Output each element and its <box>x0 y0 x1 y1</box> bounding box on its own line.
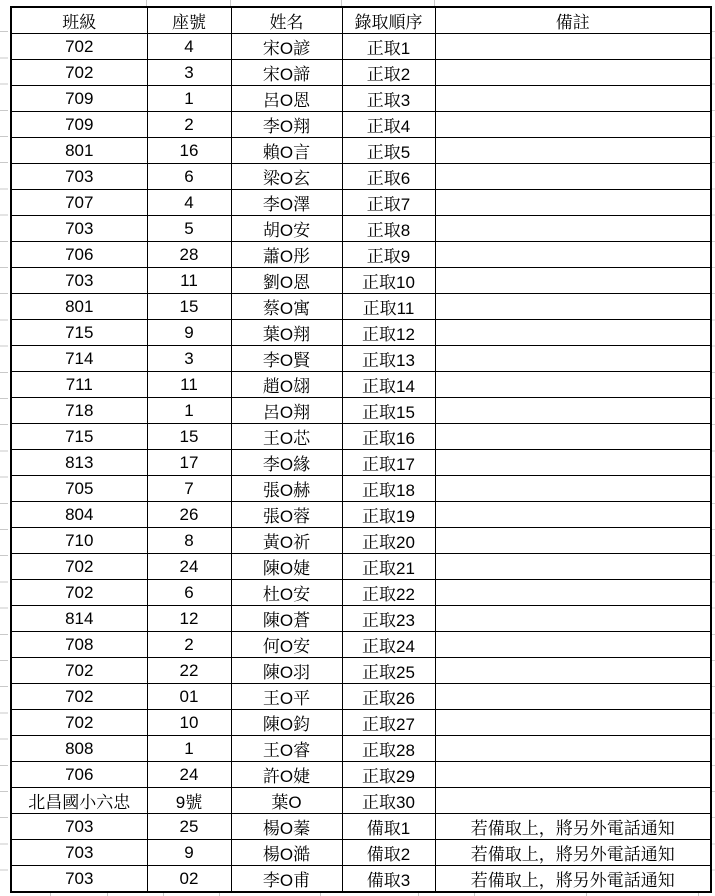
cell-class: 703 <box>11 866 147 893</box>
cell-name: 李O甫 <box>231 866 342 893</box>
cell-note <box>435 450 711 476</box>
cell-class: 702 <box>11 684 147 710</box>
cell-note <box>435 502 711 528</box>
cell-order: 正取12 <box>342 320 435 346</box>
cell-class: 702 <box>11 554 147 580</box>
cell-name: 劉O恩 <box>231 268 342 294</box>
cell-name: 蔡O寓 <box>231 294 342 320</box>
cell-note <box>435 684 711 710</box>
cell-name: 許O婕 <box>231 762 342 788</box>
cell-note <box>435 788 711 814</box>
cell-order: 正取22 <box>342 580 435 606</box>
cell-note <box>435 190 711 216</box>
table-row <box>11 398 711 424</box>
cell-note <box>435 60 711 86</box>
table-row <box>11 242 711 268</box>
table-row <box>11 788 711 814</box>
cell-order: 備取3 <box>342 866 435 893</box>
cell-order: 正取1 <box>342 34 435 60</box>
cell-name: 葉O <box>231 788 342 814</box>
cell-class: 703 <box>11 268 147 294</box>
table-row <box>11 34 711 60</box>
cell-note <box>435 528 711 554</box>
cell-name: 李O澤 <box>231 190 342 216</box>
cell-name: 呂O恩 <box>231 86 342 112</box>
cell-order: 正取20 <box>342 528 435 554</box>
cell-order: 正取15 <box>342 398 435 424</box>
cell-seat: 2 <box>147 632 231 658</box>
cell-name: 陳O蒼 <box>231 606 342 632</box>
cell-class: 703 <box>11 814 147 840</box>
cell-seat: 15 <box>147 294 231 320</box>
table-row <box>11 372 711 398</box>
cell-seat: 1 <box>147 736 231 762</box>
cell-note <box>435 372 711 398</box>
cell-note <box>435 632 711 658</box>
cell-name: 張O蓉 <box>231 502 342 528</box>
cell-class: 801 <box>11 294 147 320</box>
table-row <box>11 606 711 632</box>
table-row <box>11 866 711 893</box>
cell-class: 705 <box>11 476 147 502</box>
column-header-note: 備註 <box>435 7 711 34</box>
cell-order: 正取25 <box>342 658 435 684</box>
cell-note <box>435 398 711 424</box>
cell-seat: 24 <box>147 762 231 788</box>
cell-seat: 12 <box>147 606 231 632</box>
cell-class: 706 <box>11 762 147 788</box>
table-row <box>11 216 711 242</box>
table-row <box>11 190 711 216</box>
table-row <box>11 424 711 450</box>
cell-seat: 16 <box>147 138 231 164</box>
cell-name: 杜O安 <box>231 580 342 606</box>
cell-name: 李O緣 <box>231 450 342 476</box>
cell-name: 李O賢 <box>231 346 342 372</box>
cell-order: 正取10 <box>342 268 435 294</box>
table-row <box>11 710 711 736</box>
cell-note <box>435 580 711 606</box>
cell-seat: 3 <box>147 60 231 86</box>
cell-order: 正取18 <box>342 476 435 502</box>
cell-order: 正取19 <box>342 502 435 528</box>
cell-name: 楊O澔 <box>231 840 342 866</box>
cell-note <box>435 476 711 502</box>
cell-class: 715 <box>11 424 147 450</box>
cell-class: 702 <box>11 710 147 736</box>
gridline-stubs-left <box>0 6 8 892</box>
table-header-row <box>11 7 711 34</box>
cell-note <box>435 762 711 788</box>
cell-seat: 9 <box>147 320 231 346</box>
cell-class: 709 <box>11 86 147 112</box>
cell-class: 北昌國小六忠 <box>11 788 147 814</box>
table-row <box>11 684 711 710</box>
table-row <box>11 736 711 762</box>
table-row <box>11 502 711 528</box>
cell-seat: 3 <box>147 346 231 372</box>
cell-name: 黃O祈 <box>231 528 342 554</box>
cell-order: 正取8 <box>342 216 435 242</box>
cell-order: 備取1 <box>342 814 435 840</box>
cell-class: 702 <box>11 34 147 60</box>
cell-order: 正取24 <box>342 632 435 658</box>
cell-seat: 9號 <box>147 788 231 814</box>
cell-class: 808 <box>11 736 147 762</box>
cell-note <box>435 112 711 138</box>
cell-order: 正取14 <box>342 372 435 398</box>
cell-order: 正取17 <box>342 450 435 476</box>
admission-roster-table <box>10 6 712 893</box>
cell-note: 若備取上，將另外電話通知 <box>435 840 711 866</box>
cell-order: 正取11 <box>342 294 435 320</box>
cell-seat: 6 <box>147 580 231 606</box>
cell-seat: 5 <box>147 216 231 242</box>
cell-class: 714 <box>11 346 147 372</box>
table-body <box>11 34 711 893</box>
table-row <box>11 762 711 788</box>
cell-class: 707 <box>11 190 147 216</box>
cell-class: 703 <box>11 840 147 866</box>
cell-seat: 7 <box>147 476 231 502</box>
cell-class: 801 <box>11 138 147 164</box>
cell-class: 702 <box>11 658 147 684</box>
table-row <box>11 476 711 502</box>
cell-order: 正取26 <box>342 684 435 710</box>
cell-name: 呂O翔 <box>231 398 342 424</box>
cell-seat: 26 <box>147 502 231 528</box>
cell-name: 李O翔 <box>231 112 342 138</box>
cell-name: 陳O鈞 <box>231 710 342 736</box>
cell-seat: 11 <box>147 268 231 294</box>
cell-note <box>435 138 711 164</box>
cell-name: 賴O言 <box>231 138 342 164</box>
cell-name: 宋O諺 <box>231 34 342 60</box>
cell-seat: 8 <box>147 528 231 554</box>
cell-order: 正取21 <box>342 554 435 580</box>
table-row <box>11 528 711 554</box>
table-row <box>11 60 711 86</box>
cell-seat: 24 <box>147 554 231 580</box>
cell-class: 814 <box>11 606 147 632</box>
table-row <box>11 346 711 372</box>
cell-name: 張O赫 <box>231 476 342 502</box>
column-header-seat: 座號 <box>147 7 231 34</box>
cell-seat: 11 <box>147 372 231 398</box>
cell-order: 正取28 <box>342 736 435 762</box>
cell-order: 備取2 <box>342 840 435 866</box>
cell-note <box>435 268 711 294</box>
table-row <box>11 320 711 346</box>
column-header-order: 錄取順序 <box>342 7 435 34</box>
cell-order: 正取3 <box>342 86 435 112</box>
cell-order: 正取16 <box>342 424 435 450</box>
cell-note <box>435 736 711 762</box>
cell-order: 正取6 <box>342 164 435 190</box>
cell-class: 709 <box>11 112 147 138</box>
cell-class: 813 <box>11 450 147 476</box>
cell-note <box>435 216 711 242</box>
cell-order: 正取7 <box>342 190 435 216</box>
table-row <box>11 164 711 190</box>
cell-note <box>435 606 711 632</box>
cell-class: 804 <box>11 502 147 528</box>
cell-note: 若備取上，將另外電話通知 <box>435 814 711 840</box>
cell-note <box>435 294 711 320</box>
cell-class: 702 <box>11 60 147 86</box>
table-row <box>11 814 711 840</box>
cell-name: 蕭O彤 <box>231 242 342 268</box>
cell-class: 711 <box>11 372 147 398</box>
cell-name: 陳O羽 <box>231 658 342 684</box>
cell-order: 正取13 <box>342 346 435 372</box>
cell-note <box>435 164 711 190</box>
cell-seat: 6 <box>147 164 231 190</box>
cell-class: 703 <box>11 216 147 242</box>
cell-note <box>435 710 711 736</box>
cell-note <box>435 424 711 450</box>
column-header-name: 姓名 <box>231 7 342 34</box>
cell-name: 王O睿 <box>231 736 342 762</box>
cell-seat: 01 <box>147 684 231 710</box>
cell-note <box>435 554 711 580</box>
column-header-class: 班級 <box>11 7 147 34</box>
cell-class: 703 <box>11 164 147 190</box>
cell-order: 正取30 <box>342 788 435 814</box>
cell-note <box>435 34 711 60</box>
cell-class: 715 <box>11 320 147 346</box>
cell-order: 正取27 <box>342 710 435 736</box>
cell-order: 正取5 <box>342 138 435 164</box>
cell-class: 702 <box>11 580 147 606</box>
table-row <box>11 294 711 320</box>
cell-order: 正取9 <box>342 242 435 268</box>
cell-seat: 28 <box>147 242 231 268</box>
cell-order: 正取29 <box>342 762 435 788</box>
cell-order: 正取2 <box>342 60 435 86</box>
cell-name: 王O芯 <box>231 424 342 450</box>
cell-name: 陳O婕 <box>231 554 342 580</box>
cell-note: 若備取上，將另外電話通知 <box>435 866 711 893</box>
cell-seat: 9 <box>147 840 231 866</box>
cell-name: 楊O蓁 <box>231 814 342 840</box>
table-row <box>11 658 711 684</box>
cell-class: 708 <box>11 632 147 658</box>
cell-seat: 1 <box>147 86 231 112</box>
table-row <box>11 840 711 866</box>
table-row <box>11 450 711 476</box>
cell-class: 706 <box>11 242 147 268</box>
cell-seat: 02 <box>147 866 231 893</box>
cell-name: 王O平 <box>231 684 342 710</box>
cell-seat: 4 <box>147 34 231 60</box>
cell-note <box>435 658 711 684</box>
cell-seat: 10 <box>147 710 231 736</box>
cell-name: 宋O諦 <box>231 60 342 86</box>
table-row <box>11 268 711 294</box>
table-row <box>11 138 711 164</box>
cell-seat: 2 <box>147 112 231 138</box>
cell-note <box>435 346 711 372</box>
cell-note <box>435 86 711 112</box>
cell-name: 胡O安 <box>231 216 342 242</box>
cell-name: 何O安 <box>231 632 342 658</box>
cell-class: 710 <box>11 528 147 554</box>
cell-seat: 25 <box>147 814 231 840</box>
cell-note <box>435 320 711 346</box>
cell-seat: 15 <box>147 424 231 450</box>
cell-order: 正取4 <box>342 112 435 138</box>
cell-seat: 22 <box>147 658 231 684</box>
cell-class: 718 <box>11 398 147 424</box>
table-row <box>11 86 711 112</box>
cell-seat: 4 <box>147 190 231 216</box>
cell-note <box>435 242 711 268</box>
cell-name: 趙O翃 <box>231 372 342 398</box>
cell-name: 梁O玄 <box>231 164 342 190</box>
cell-name: 葉O翔 <box>231 320 342 346</box>
table-row <box>11 112 711 138</box>
table-row <box>11 632 711 658</box>
table-row <box>11 554 711 580</box>
cell-order: 正取23 <box>342 606 435 632</box>
cell-seat: 17 <box>147 450 231 476</box>
cell-seat: 1 <box>147 398 231 424</box>
table-row <box>11 580 711 606</box>
